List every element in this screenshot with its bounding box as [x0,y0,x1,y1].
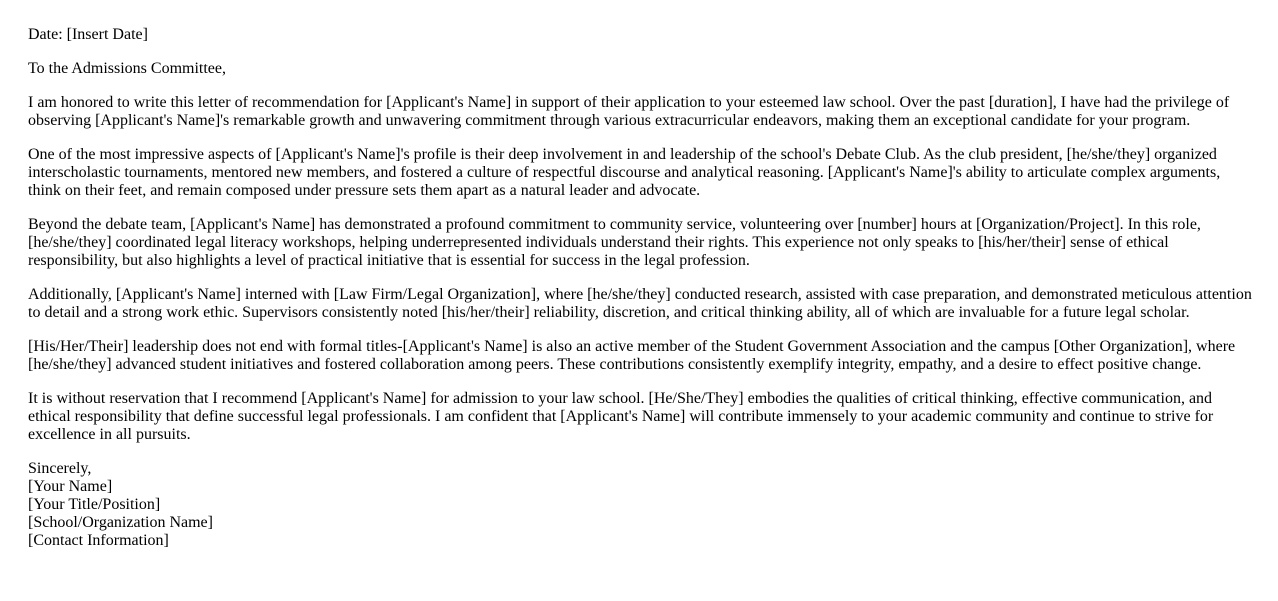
paragraph-leadership: [His/Her/Their] leadership does not end with formal titles-[Applicant's Name] is also an active member of the Student Government Association and the campus [Other Organization], where [he/she/they] advanced student initiatives and fostered collaboration among peers. These contributions consistently exemplify integrity, empathy, and a desire to effect positive change. [28,338,1236,373]
paragraph-internship: Additionally, [Applicant's Name] interned with [Law Firm/Legal Organization], where [he/she/they] conducted research, assisted with case preparation, and demonstrated meticulous attention to detail and a strong work ethic. Supervisors consistently noted [his/her/their] reliability, discretion, and critical thinking ability, all of which are invaluable for a future legal scholar. [28,286,1252,321]
salutation: To the Admissions Committee, [28,60,226,77]
signature-title: [Your Title/Position] [28,496,161,513]
signature-contact: [Contact Information] [28,532,169,549]
valediction: Sincerely, [28,460,92,477]
paragraph-introduction: I am honored to write this letter of recommendation for [Applicant's Name] in support of their application to your esteemed law school. Over the past [duration], I have had the privilege of observing [Applicant's Name]'s remarkable growth and unwavering commitment through various extracurricular endeavors, making them an exceptional candidate for your program. [28,94,1230,129]
signature-organization: [School/Organization Name] [28,514,213,531]
signature-name: [Your Name] [28,478,113,495]
closing-block [28,460,1252,550]
paragraph-community-service: Beyond the debate team, [Applicant's Name] has demonstrated a profound commitment to community service, volunteering over [number] hours at [Organization/Project]. In this role, [he/she/they] coordinated legal literacy workshops, helping underrepresented individuals understand their rights. This experience not only speaks to [his/her/their] sense of ethical responsibility, but also highlights a level of practical initiative that is essential for success in the legal profession. [28,216,1201,269]
paragraph-recommendation: It is without reservation that I recommend [Applicant's Name] for admission to your law school. [He/She/They] embodies the qualities of critical thinking, effective communication, and ethical responsibility that define successful legal professionals. I am confident that [Applicant's Name] will contribute immensely to your academic community and continue to strive for excellence in all pursuits. [28,390,1214,443]
date-line: Date: [Insert Date] [28,26,148,43]
paragraph-debate-club: One of the most impressive aspects of [Applicant's Name]'s profile is their deep involvement in and leadership of the school's Debate Club. As the club president, [he/she/they] organized interscholastic tournaments, mentored new members, and fostered a culture of respectful discourse and analytical reasoning. [Applicant's Name]'s ability to articulate complex arguments, think on their feet, and remain composed under pressure sets them apart as a natural leader and advocate. [28,146,1221,199]
